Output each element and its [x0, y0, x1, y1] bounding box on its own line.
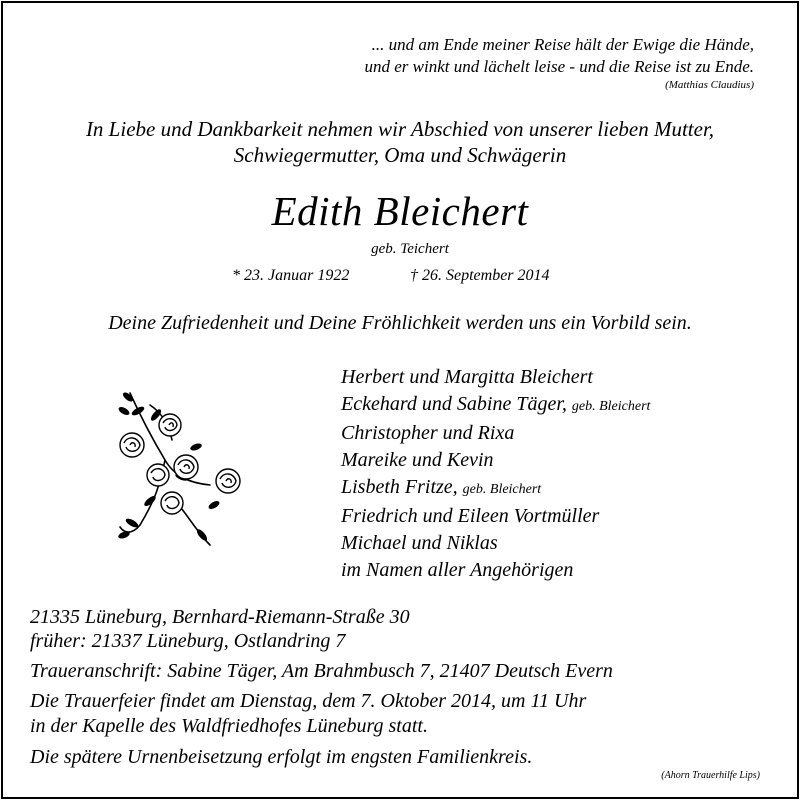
address-former: früher: 21337 Lüneburg, Ostlandring 7	[30, 630, 346, 652]
mourning-address: Traueranschrift: Sabine Täger, Am Brahmbusch 7, 21407 Deutsch Evern	[30, 660, 613, 682]
maiden-name: geb. Teichert	[371, 241, 449, 257]
intro-line-2: Schwiegermutter, Oma und Schwägerin	[233, 143, 567, 167]
urn-burial-text: Die spätere Urnenbeisetzung erfolgt im engsten Familienkreis.	[30, 746, 533, 768]
family-member: Christopher und Rixa	[341, 422, 515, 444]
service-line-1: Die Trauerfeier findet am Dienstag, dem 7. Oktober 2014, um 11 Uhr	[30, 690, 587, 712]
family-member: Mareike und Kevin	[341, 449, 494, 471]
address-current: 21335 Lüneburg, Bernhard-Riemann-Straße 30	[30, 606, 410, 628]
tribute-text: Deine Zufriedenheit und Deine Fröhlichkeit werden uns ein Vorbild sein.	[108, 312, 692, 334]
birth-date: * 23. Januar 1922	[232, 267, 350, 284]
deceased-name: Edith Bleichert	[271, 188, 529, 234]
family-member: im Namen aller Angehörigen	[341, 559, 574, 581]
quote-line-1: ... und am Ende meiner Reise hält der Ewige die Hände,	[371, 35, 754, 54]
intro-line-1: In Liebe und Dankbarkeit nehmen wir Abschied von unserer lieben Mutter,	[85, 117, 715, 141]
family-member: Michael und Niklas	[341, 532, 498, 554]
family-member: Lisbeth Fritze, geb. Bleichert	[341, 476, 542, 498]
family-list	[341, 364, 650, 584]
death-date: † 26. September 2014	[410, 267, 550, 284]
quote-author: (Matthias Claudius)	[665, 79, 754, 91]
service-line-2: in der Kapelle des Waldfriedhofes Lüneburg statt.	[30, 715, 428, 737]
family-member: Eckehard und Sabine Täger, geb. Bleichert	[341, 393, 651, 415]
roses-icon	[110, 385, 250, 555]
funeral-home-credit: (Ahorn Trauerhilfe Lips)	[661, 770, 760, 781]
family-member: Friedrich und Eileen Vortmüller	[341, 505, 600, 527]
family-member: Herbert und Margitta Bleichert	[341, 366, 593, 388]
quote-line-2: und er winkt und lächelt leise - und die Reise ist zu Ende.	[364, 57, 754, 76]
